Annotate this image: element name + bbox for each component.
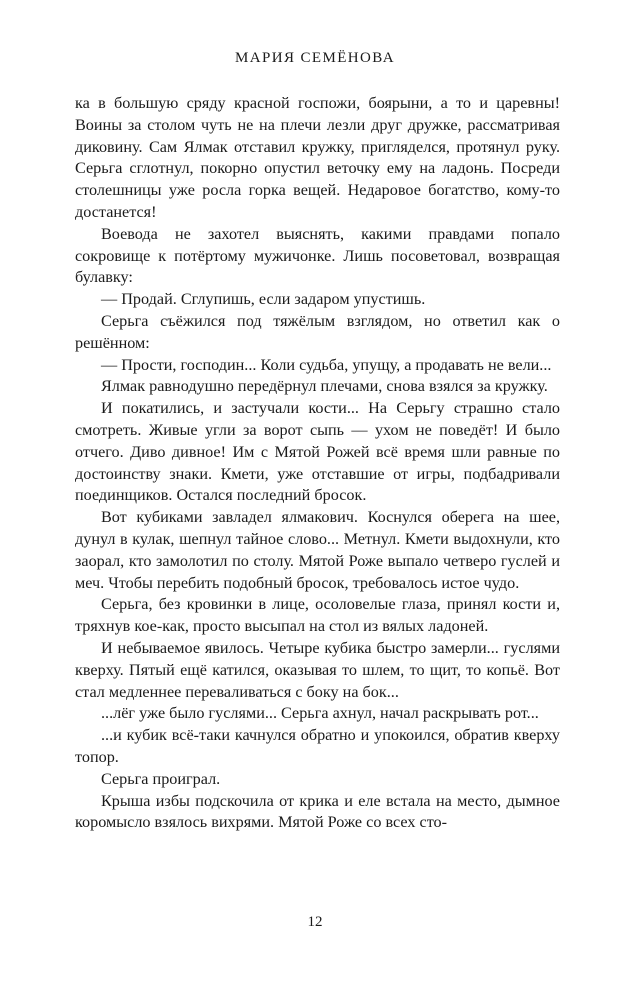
paragraph: — Прости, господин... Коли судьба, упущу, а продавать не вели... (101, 355, 552, 374)
paragraph: — Продай. Сглупишь, если задаром упустишь. (101, 290, 426, 309)
page-body-text (75, 93, 560, 834)
running-header: МАРИЯ СЕМЁНОВА (235, 50, 395, 66)
paragraph: ...и кубик всё-таки качнулся обратно и упокоился, обратив кверху топор. (75, 726, 560, 766)
paragraph: Ялмак равнодушно передёрнул плечами, снова взялся за кружку. (101, 377, 548, 396)
paragraph: Воевода не захотел выяснять, какими правдами попало сокровище к потёртому мужичонке. Лишь посоветовал, возвращая булавку: (75, 224, 560, 287)
paragraph: Серьга проиграл. (101, 769, 221, 788)
paragraph: И небываемое явилось. Четыре кубика быстро замерли... гуслями кверху. Пятый ещё катился, оказывая то шлем, то щит, то копьё. Вот стал медленнее переваливаться с боку на бок... (75, 638, 560, 701)
paragraph: Серьга, без кровинки в лице, осоловелые глаза, принял кости и, тряхнув кое-как, просто высыпал на стол из вялых ладоней. (75, 595, 560, 636)
paragraph: Серьга съёжился под тяжёлым взглядом, но ответил как о решённом: (75, 311, 560, 352)
paragraph: Вот кубиками завладел ялмакович. Коснулся оберега на шее, дунул в кулак, шепнул тайное слово... Метнул. Кмети выдохнули, кто заорал, кто замолотил по столу. Мятой Роже выпало четверо гуслей и меч. Чтобы перебить подобный бросок, требовалось истое чудо. (75, 508, 560, 592)
paragraph: ка в большую сряду красной госпожи, боярыни, а то и царевны! Воины за столом чуть не на плечи лезли друг дружке, рассматривая диковину. Сам Ялмак отставил кружку, пригляделся, протянул руку. Серьга сглотнул, покорно опустил веточку ему на ладонь. Посреди столешницы уже росла горка вещей. Недаровое богатство, кому-то достанется! (75, 94, 560, 221)
paragraph: Крыша избы подскочила от крика и еле встала на место, дымное коромысло взялось вихрями. Мятой Роже со всех сто- (75, 791, 560, 832)
paragraph: И покатились, и застучали кости... На Серьгу страшно стало смотреть. Живые угли за ворот сыпь — ухом не поведёт! И было отчего. Диво дивное! Им с Мятой Рожей всё время шли равные по достоинству знаки. Кмети, уже отставшие от игры, подбадривали поединщиков. Остался последний бросок. (75, 399, 560, 505)
paragraph: ...лёг уже было гуслями... Серьга ахнул, начал раскрывать рот... (101, 704, 539, 723)
page-number: 12 (307, 914, 323, 930)
